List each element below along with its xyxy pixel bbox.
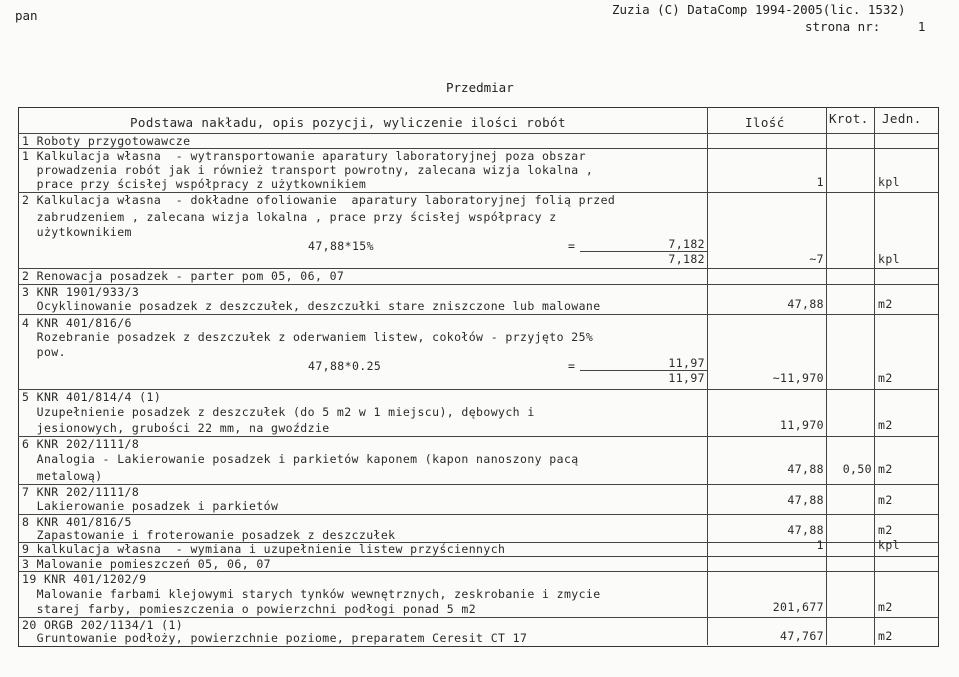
row-4-value-2: 11,97	[668, 371, 705, 385]
col-divider-krot	[826, 107, 827, 645]
row-8-unit: m2	[878, 523, 893, 537]
row-4-line-3: pow.	[22, 345, 66, 359]
row-5-line-3: jesionowych, grubości 22 mm, na gwoździe	[22, 421, 330, 435]
row-separator	[18, 314, 938, 315]
row-separator	[18, 514, 938, 515]
row-20-line-2: Gruntowanie podłoży, powierzchnie poziome, preparatem Ceresit CT 17	[22, 631, 528, 645]
row-3-unit: m2	[878, 297, 893, 311]
row-7-line-1: 7 KNR 202/1111/8	[22, 485, 140, 499]
row-4-value-1: 11,97	[668, 356, 705, 370]
row-6-qty: 47,88	[787, 462, 824, 476]
row-separator	[18, 571, 938, 572]
row-19-line-3: starej farby, pomieszczenia o powierzchni podłogi ponad 5 m2	[22, 602, 477, 616]
row-4-eq: =	[568, 359, 576, 373]
row-9-unit: kpl	[878, 538, 900, 552]
row-20-line-1: 20 ORGB 202/1134/1 (1)	[22, 618, 184, 632]
row-1-qty: 1	[816, 175, 824, 189]
row-2-line-1: 2 Kalkulacja własna - dokładne ofoliowanie aparatury laboratoryjnej folią przed	[22, 193, 616, 207]
row-20-unit: m2	[878, 629, 893, 643]
row-2-value-2: 7,182	[668, 252, 705, 266]
row-1-line-1: 1 Kalkulacja własna - wytransportowanie aparatury laboratoryjnej poza obszar	[22, 149, 586, 163]
col-header-unit: Jedn.	[882, 111, 922, 126]
row-2-line-2: zabrudzeniem , zalecana wizja lokalna , prace przy ścisłej współpracy z	[22, 210, 557, 224]
row-3-line-1: 3 KNR 1901/933/3	[22, 285, 140, 299]
row-5-unit: m2	[878, 418, 893, 432]
col-header-qty: Ilość	[745, 115, 785, 130]
row-separator	[18, 284, 938, 285]
row-3-qty: 47,88	[787, 297, 824, 311]
header-program: Zuzia (C) DataComp 1994-2005(lic. 1532)	[612, 2, 906, 17]
row-6-unit: m2	[878, 462, 893, 476]
section-3-title: 3 Malowanie pomieszczeń 05, 06, 07	[22, 557, 272, 571]
row-2-calc: 47,88*15%	[308, 239, 374, 253]
row-19-qty: 201,677	[772, 600, 824, 614]
row-8-line-1: 8 KNR 401/816/5	[22, 515, 132, 529]
row-2-unit: kpl	[878, 252, 900, 266]
row-8-qty: 47,88	[787, 523, 824, 537]
row-4-line-2: Rozebranie posadzek z deszczułek z oderwaniem listew, cokołów - przyjęto 25%	[22, 330, 594, 344]
row-4-calc: 47,88*0.25	[308, 359, 382, 373]
row-6-line-2: Analogia - Lakierowanie posadzek i parkietów kaponem (kapon nanoszony pacą	[22, 452, 579, 466]
row-5-line-1: 5 KNR 401/814/4 (1)	[22, 390, 162, 404]
document-title: Przedmiar	[446, 80, 514, 95]
row-2-value-1: 7,182	[668, 237, 705, 251]
row-9-qty: 1	[816, 538, 824, 552]
row-7-qty: 47,88	[787, 493, 824, 507]
row-1-unit: kpl	[878, 175, 900, 189]
row-separator	[18, 436, 938, 437]
row-6-krot: 0,50	[842, 462, 872, 476]
row-20-qty: 47,767	[780, 629, 824, 643]
row-3-line-2: Ocyklinowanie posadzek z deszczułek, deszczułki stare zniszczone lub malowane	[22, 299, 601, 313]
header-page-number: strona nr: 1	[805, 19, 926, 34]
section-1-title: 1 Roboty przygotowawcze	[22, 134, 191, 148]
row-2-line-3: użytkownikiem	[22, 225, 132, 239]
section-2-title: 2 Renowacja posadzek - parter pom 05, 06, 07	[22, 269, 345, 283]
row-6-line-1: 6 KNR 202/1111/8	[22, 437, 140, 451]
row-19-unit: m2	[878, 600, 893, 614]
row-1-line-2: prowadzenia robót jak i również transport powrotny, zalecana wizja lokalna ,	[22, 163, 594, 177]
row-5-qty: 11,970	[780, 418, 824, 432]
row-6-line-3: metalową)	[22, 469, 103, 483]
header-left: pan	[15, 8, 38, 23]
col-header-desc: Podstawa nakładu, opis pozycji, wyliczenie ilości robót	[130, 115, 566, 130]
row-8-line-2: Zapastowanie i froterowanie posadzek z deszczułek	[22, 528, 396, 542]
row-5-line-2: Uzupełnienie posadzek z deszczułek (do 5 m2 w 1 miejscu), dębowych i	[22, 405, 535, 419]
row-19-line-2: Malowanie farbami klejowymi starych tynków wewnętrznych, zeskrobanie i zmycie	[22, 587, 601, 601]
row-2-qty: ~7	[809, 252, 824, 266]
row-2-eq: =	[568, 239, 576, 253]
row-4-unit: m2	[878, 371, 893, 385]
row-7-unit: m2	[878, 493, 893, 507]
row-1-line-3: prace przy ścisłej współpracy z użytkownikiem	[22, 177, 367, 191]
col-divider-unit	[874, 107, 875, 645]
row-4-line-1: 4 KNR 401/816/6	[22, 316, 132, 330]
row-19-line-1: 19 KNR 401/1202/9	[22, 572, 147, 586]
row-9-line-1: 9 kalkulacja własna - wymiana i uzupełnienie listew przyściennych	[22, 542, 506, 556]
row-separator	[18, 484, 938, 485]
row-7-line-2: Lakierowanie posadzek i parkietów	[22, 499, 279, 513]
col-header-krot: Krot.	[829, 111, 869, 126]
row-4-qty: ~11,970	[772, 371, 824, 385]
